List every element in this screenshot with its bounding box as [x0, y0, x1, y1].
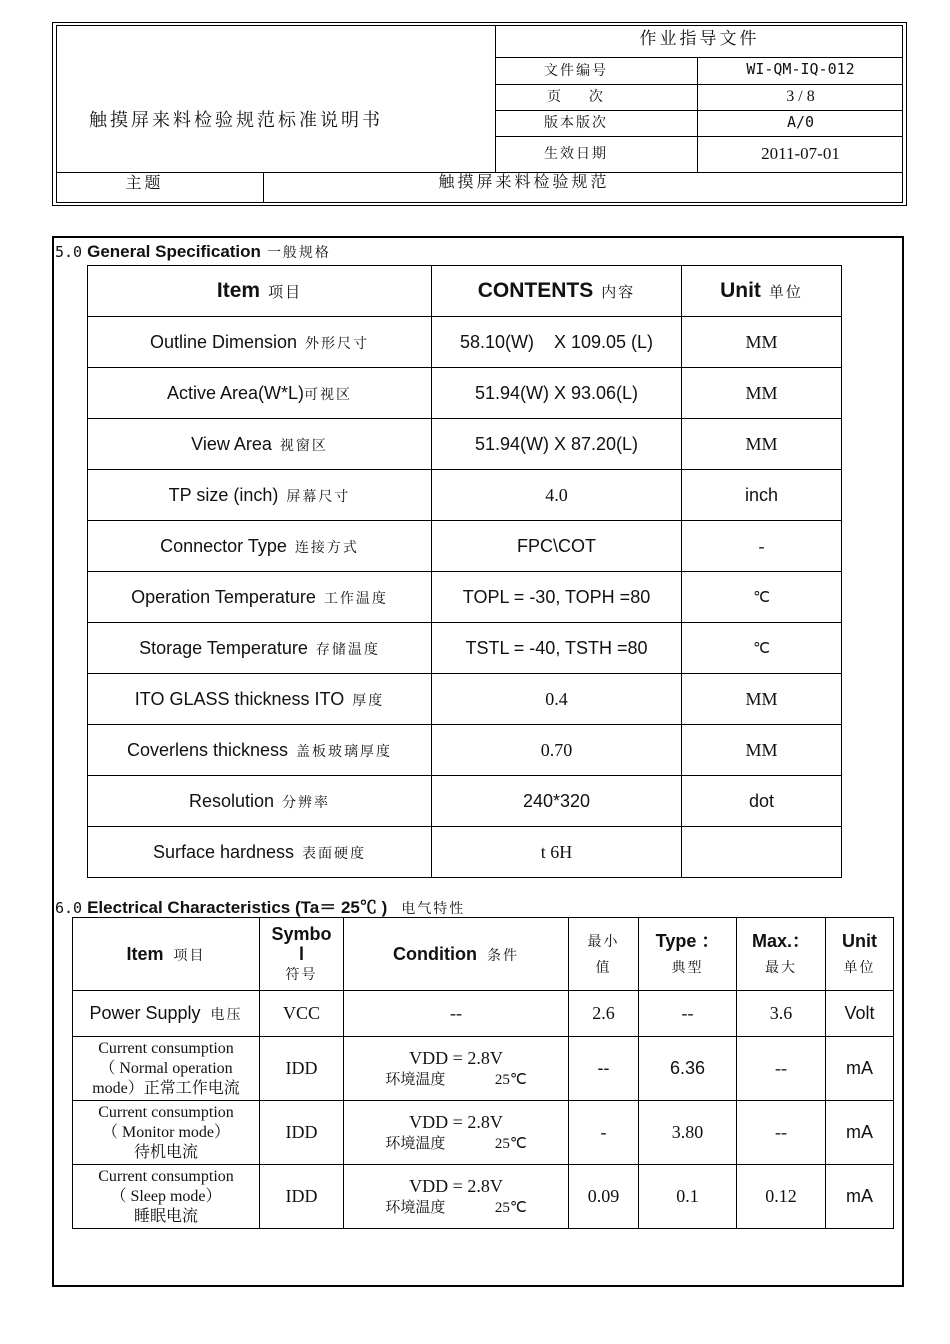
table-row [88, 419, 842, 470]
meta-label-version: 版本版次 [544, 114, 608, 130]
row-item: Current consumption （ Monitor mode） 待机电流 [73, 1101, 260, 1165]
row-item: ITO GLASS thickness ITO 厚度 [88, 674, 432, 725]
table-row [88, 470, 842, 521]
row-item: Outline Dimension 外形尺寸 [88, 317, 432, 368]
table-row [88, 674, 842, 725]
row-contents: 51.94(W) X 93.06(L) [432, 368, 682, 419]
row-contents: t 6H [432, 827, 682, 878]
row-max: 3.6 [737, 991, 826, 1037]
row-max: -- [737, 1037, 826, 1101]
row-condition: VDD = 2.8V 环境温度 25℃ [344, 1037, 569, 1101]
row-item: Storage Temperature 存储温度 [88, 623, 432, 674]
header-unit: Unit 单位 [682, 266, 842, 317]
row-contents: TOPL = -30, TOPH =80 [432, 572, 682, 623]
row-unit: MM [682, 368, 842, 419]
table-row [88, 368, 842, 419]
subject-value: 触摸屏来料检验规范 [438, 174, 610, 191]
header-unit: Unit 单位 [826, 918, 894, 991]
header-divider-h1 [495, 57, 903, 58]
row-item: Resolution 分辨率 [88, 776, 432, 827]
meta-label-date: 生效日期 [544, 145, 608, 161]
row-unit: inch [682, 470, 842, 521]
row-symbol: IDD [260, 1101, 344, 1165]
row-symbol: IDD [260, 1165, 344, 1229]
row-item: Surface hardness 表面硬度 [88, 827, 432, 878]
meta-value-version: A/0 [786, 113, 815, 131]
header-divider-h2 [495, 84, 903, 85]
row-min: - [569, 1101, 639, 1165]
header-symbol: Symbo l 符号 [260, 918, 344, 991]
row-item: Current consumption （ Sleep mode） 睡眠电流 [73, 1165, 260, 1229]
section-6-title [55, 893, 465, 918]
table-row [88, 317, 842, 368]
row-condition: VDD = 2.8V 环境温度 25℃ [344, 1101, 569, 1165]
row-unit: mA [826, 1037, 894, 1101]
row-unit: dot [682, 776, 842, 827]
row-contents: 58.10(W) X 109.05 (L) [432, 317, 682, 368]
table-row [73, 1037, 894, 1101]
row-min: 2.6 [569, 991, 639, 1037]
table-header-row [73, 918, 894, 991]
row-item: Operation Temperature 工作温度 [88, 572, 432, 623]
header-divider-h4 [495, 136, 903, 137]
row-item: TP size (inch) 屏幕尺寸 [88, 470, 432, 521]
row-min: -- [569, 1037, 639, 1101]
row-item: Connector Type 连接方式 [88, 521, 432, 572]
row-item: Active Area(W*L)可视区 [88, 368, 432, 419]
row-type: -- [639, 991, 737, 1037]
row-condition: -- [344, 991, 569, 1037]
row-type: 3.80 [639, 1101, 737, 1165]
table-row [88, 572, 842, 623]
row-contents: 240*320 [432, 776, 682, 827]
section-6-number: 6.0 [55, 899, 83, 917]
table-row [88, 623, 842, 674]
row-max: 0.12 [737, 1165, 826, 1229]
header-contents: CONTENTS 内容 [432, 266, 682, 317]
row-condition: VDD = 2.8V 环境温度 25℃ [344, 1165, 569, 1229]
section-5-number: 5.0 [55, 243, 83, 261]
row-max: -- [737, 1101, 826, 1165]
row-item: View Area 视窗区 [88, 419, 432, 470]
meta-value-doc-no: WI-QM-IQ-012 [746, 60, 855, 78]
header-item: Item 项目 [73, 918, 260, 991]
row-unit: mA [826, 1101, 894, 1165]
subject-label: 主题 [125, 175, 164, 192]
row-contents: 4.0 [432, 470, 682, 521]
table-row [88, 521, 842, 572]
meta-label-page: 页 次 [547, 88, 605, 104]
meta-value-page: 3 / 8 [786, 88, 815, 105]
row-contents: 0.70 [432, 725, 682, 776]
electrical-characteristics-table [72, 917, 894, 1229]
row-unit: MM [682, 419, 842, 470]
section-5-title-cjk: 一般规格 [266, 244, 331, 260]
row-unit: mA [826, 1165, 894, 1229]
header-min: 最小 值 [569, 918, 639, 991]
row-item: Coverlens thickness 盖板玻璃厚度 [88, 725, 432, 776]
row-contents: FPC\COT [432, 521, 682, 572]
header-divider-h3 [495, 110, 903, 111]
row-unit: ℃ [682, 623, 842, 674]
row-unit: MM [682, 725, 842, 776]
header-divider-h5 [56, 172, 903, 173]
table-row [73, 1165, 894, 1229]
row-min: 0.09 [569, 1165, 639, 1229]
row-unit: Volt [826, 991, 894, 1037]
doc-title: 触摸屏来料检验规范标准说明书 [89, 110, 383, 130]
row-symbol: VCC [260, 991, 344, 1037]
row-unit [682, 827, 842, 878]
section-5-title [55, 242, 331, 262]
row-unit: MM [682, 317, 842, 368]
row-unit: ℃ [682, 572, 842, 623]
table-row [88, 827, 842, 878]
row-unit: - [682, 521, 842, 572]
section-6-title-text: Electrical Characteristics (Ta＝ 25℃ ) [87, 898, 388, 917]
general-spec-table [87, 265, 842, 878]
row-contents: 51.94(W) X 87.20(L) [432, 419, 682, 470]
row-item: Power Supply 电压 [73, 991, 260, 1037]
section-5-title-text: General Specification [87, 242, 261, 261]
header-max: Max.： 最大 [737, 918, 826, 991]
row-contents: 0.4 [432, 674, 682, 725]
meta-value-date: 2011-07-01 [761, 144, 840, 163]
header-condition: Condition 条件 [344, 918, 569, 991]
row-type: 0.1 [639, 1165, 737, 1229]
row-item: Current consumption （ Normal operation mode）正常工作电流 [73, 1037, 260, 1101]
row-unit: MM [682, 674, 842, 725]
doc-type: 作业指导文件 [639, 29, 760, 48]
table-row [73, 991, 894, 1037]
row-type: 6.36 [639, 1037, 737, 1101]
row-contents: TSTL = -40, TSTH =80 [432, 623, 682, 674]
meta-label-doc-no: 文件编号 [544, 62, 608, 78]
table-row [88, 776, 842, 827]
header-type: Type ： 典型 [639, 918, 737, 991]
table-row [73, 1101, 894, 1165]
row-symbol: IDD [260, 1037, 344, 1101]
section-6-title-cjk: 电气特性 [401, 900, 466, 916]
header-item: Item 项目 [88, 266, 432, 317]
table-row [88, 725, 842, 776]
table-header-row [88, 266, 842, 317]
